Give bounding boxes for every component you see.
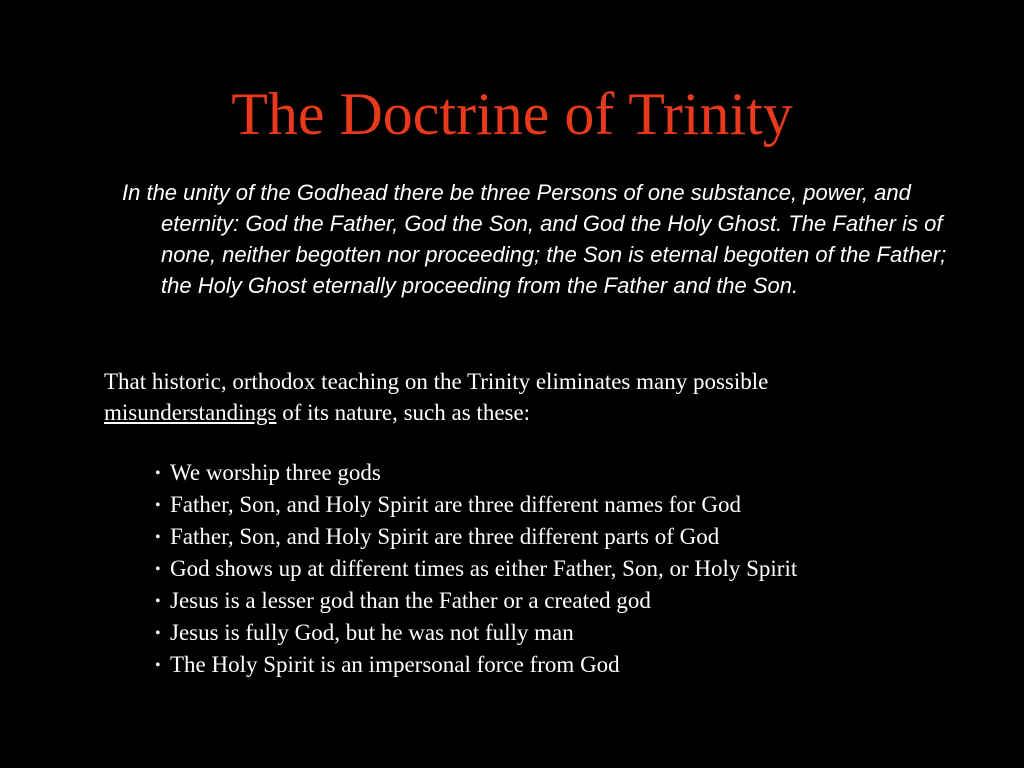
bullet-icon: •	[155, 465, 161, 482]
list-item	[155, 489, 975, 521]
list-item	[155, 585, 975, 617]
creed-quote: In the unity of the Godhead there be three Persons of one substance, power, and eternity: God the Father, God the Son, and God the Holy Ghost. The Father is of none, neither begotten nor proceeding; the Son is eternal begotten of the Father; the Holy Ghost eternally proceeding from the Father and the Son.	[122, 180, 947, 298]
list-item	[155, 521, 975, 553]
list-item-text: God shows up at different times as either Father, Son, or Holy Spirit	[170, 556, 798, 581]
list-item	[155, 617, 975, 649]
intro-paragraph	[104, 366, 904, 428]
list-item	[155, 553, 975, 585]
list-item	[155, 457, 975, 489]
bullet-icon: •	[155, 561, 161, 578]
intro-text-end: of its nature, such as these:	[276, 400, 531, 425]
slide-title: The Doctrine of Trinity	[231, 81, 793, 147]
intro-underlined-word: misunderstandings	[104, 400, 277, 425]
bullet-icon: •	[155, 657, 161, 674]
misunderstandings-list	[155, 457, 975, 681]
list-item-text: Father, Son, and Holy Spirit are three different parts of God	[170, 524, 720, 549]
list-item-text: Father, Son, and Holy Spirit are three different names for God	[170, 492, 741, 517]
list-item-text: The Holy Spirit is an impersonal force from God	[170, 652, 620, 677]
list-item-text: Jesus is a lesser god than the Father or a created god	[170, 588, 651, 613]
bullet-icon: •	[155, 529, 161, 546]
bullet-icon: •	[155, 593, 161, 610]
bullet-icon: •	[155, 625, 161, 642]
list-item	[155, 649, 975, 681]
bullet-icon: •	[155, 497, 161, 514]
list-item-text: Jesus is fully God, but he was not fully man	[170, 620, 574, 645]
intro-text-start: That historic, orthodox teaching on the Trinity eliminates many possible	[104, 369, 769, 394]
list-item-text: We worship three gods	[170, 460, 381, 485]
